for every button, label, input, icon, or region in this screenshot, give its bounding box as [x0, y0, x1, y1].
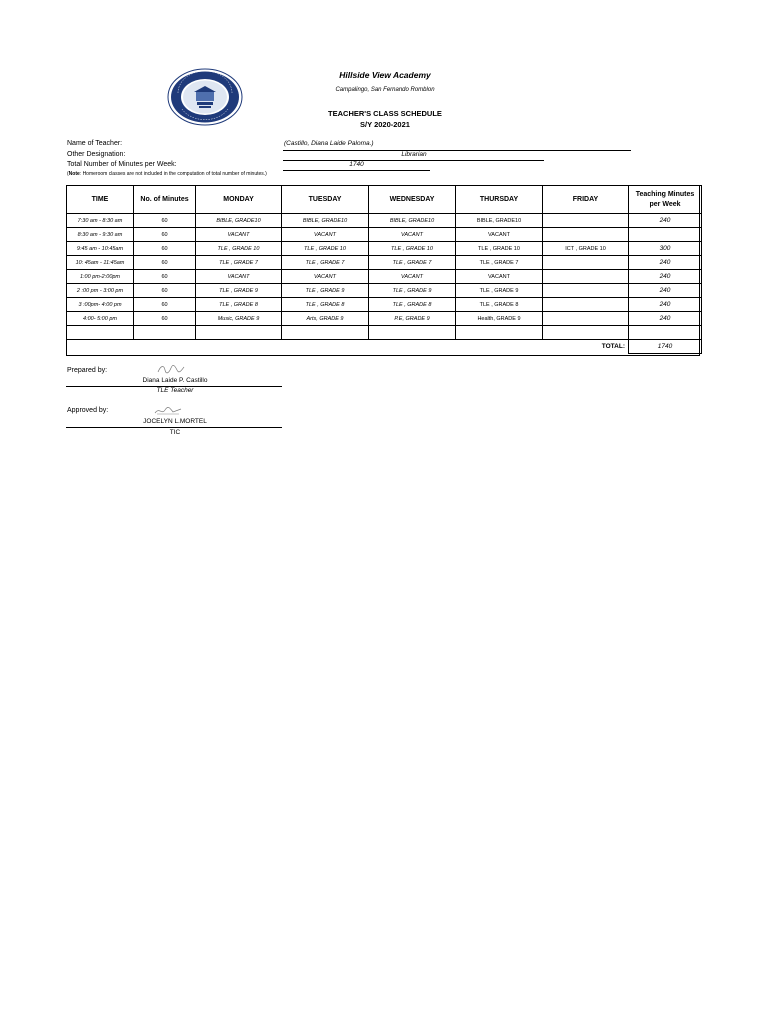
cell-minutes: 60: [134, 214, 196, 228]
cell-thursday: TLE , GRADE 10: [456, 242, 543, 256]
cell-thursday: TLE , GRADE 9: [456, 284, 543, 298]
cell-teaching-minutes: 240: [629, 312, 702, 326]
cell-tuesday: TLE , GRADE 9: [282, 284, 369, 298]
cell-wednesday: VACANT: [369, 228, 456, 242]
cell-teaching-minutes: [629, 228, 702, 242]
cell-time: 3 :00pm- 4:00 pm: [67, 298, 134, 312]
designation-label: Other Designation:: [67, 151, 126, 158]
cell-monday: TLE , GRADE 9: [196, 284, 282, 298]
cell-tuesday: TLE , GRADE 10: [282, 242, 369, 256]
table-header-row: [67, 186, 702, 214]
cell-wednesday: BIBLE, GRADE10: [369, 214, 456, 228]
cell-monday: Music, GRADE 9: [196, 312, 282, 326]
header-tuesday: TUESDAY: [282, 186, 369, 214]
table-row: [67, 298, 702, 312]
cell-teaching-minutes: 240: [629, 214, 702, 228]
preparer-title: TLE Teacher: [156, 387, 194, 394]
cell-minutes: 60: [134, 256, 196, 270]
table-row: [67, 214, 702, 228]
header-teaching-minutes: [629, 186, 702, 214]
cell-monday: [196, 326, 282, 340]
cell-time: 2 :00 pm - 3:00 pm: [67, 284, 134, 298]
cell-wednesday: TLE , GRADE 9: [369, 284, 456, 298]
cell-wednesday: P.E, GRADE 9: [369, 312, 456, 326]
cell-thursday: [456, 326, 543, 340]
note-open: (: [67, 171, 69, 177]
cell-tuesday: [282, 326, 369, 340]
designation-value: Librarian: [401, 151, 427, 158]
approved-by-line: [66, 427, 282, 428]
cell-friday: [543, 214, 629, 228]
approved-by-label: Approved by:: [67, 407, 109, 414]
cell-teaching-minutes: 300: [629, 242, 702, 256]
cell-minutes: 60: [134, 270, 196, 284]
cell-minutes: 60: [134, 242, 196, 256]
cell-time: 9:45 am - 10:45am: [67, 242, 134, 256]
table-row: [67, 326, 702, 340]
cell-monday: TLE , GRADE 8: [196, 298, 282, 312]
cell-time: 10: 45am - 11:45am: [67, 256, 134, 270]
cell-tuesday: TLE , GRADE 7: [282, 256, 369, 270]
cell-minutes: 60: [134, 312, 196, 326]
cell-friday: [543, 312, 629, 326]
cell-teaching-minutes: 240: [629, 284, 702, 298]
cell-monday: TLE , GRADE 10: [196, 242, 282, 256]
cell-time: 1:00 pm-2:00pm: [67, 270, 134, 284]
total-minutes-label: Total Number of Minutes per Week:: [67, 161, 177, 168]
table-row: [67, 312, 702, 326]
cell-thursday: TLE , GRADE 8: [456, 298, 543, 312]
schedule-body: [67, 214, 702, 340]
cell-thursday: Health, GRADE 9: [456, 312, 543, 326]
cell-time: 4:00- 5:00 pm: [67, 312, 134, 326]
approver-title: TIC: [169, 429, 181, 436]
prepared-by-label: Prepared by:: [67, 367, 108, 374]
cell-minutes: 60: [134, 228, 196, 242]
cell-minutes: 60: [134, 284, 196, 298]
cell-friday: [543, 298, 629, 312]
cell-tuesday: VACANT: [282, 228, 369, 242]
cell-time: 7:30 am - 8:30 am: [67, 214, 134, 228]
cell-monday: BIBLE, GRADE10: [196, 214, 282, 228]
total-value: 1740: [629, 340, 702, 354]
total-row: [67, 340, 702, 354]
cell-monday: VACANT: [196, 228, 282, 242]
cell-teaching-minutes: 240: [629, 256, 702, 270]
total-minutes-value: 1740: [349, 161, 364, 168]
cell-minutes: 60: [134, 298, 196, 312]
cell-minutes: [134, 326, 196, 340]
school-year: S/Y 2020-2021: [360, 120, 410, 129]
cell-wednesday: TLE , GRADE 7: [369, 256, 456, 270]
cell-friday: ICT , GRADE 10: [543, 242, 629, 256]
header-monday: MONDAY: [196, 186, 282, 214]
school-address: Campalingo, San Fernando Romblon: [335, 87, 435, 93]
cell-teaching-minutes: 240: [629, 298, 702, 312]
cell-tuesday: VACANT: [282, 270, 369, 284]
cell-wednesday: TLE , GRADE 8: [369, 298, 456, 312]
cell-teaching-minutes: 240: [629, 270, 702, 284]
cell-tuesday: TLE , GRADE 8: [282, 298, 369, 312]
cell-time: [67, 326, 134, 340]
cell-friday: [543, 270, 629, 284]
document-title: TEACHER'S CLASS SCHEDULE: [328, 109, 442, 118]
note-text: : Homeroom classes are not included in the computation of total number of minutes.): [79, 171, 267, 177]
school-logo: [166, 67, 244, 127]
teacher-name-label: Name of Teacher:: [67, 140, 123, 147]
table-row: [67, 228, 702, 242]
header-friday: FRIDAY: [543, 186, 629, 214]
school-name: Hillside View Academy: [339, 70, 431, 80]
cell-thursday: TLE , GRADE 7: [456, 256, 543, 270]
schedule-table: [66, 185, 702, 354]
cell-tuesday: Arts, GRADE 9: [282, 312, 369, 326]
table-row: [67, 256, 702, 270]
table-row: [67, 284, 702, 298]
cell-wednesday: VACANT: [369, 270, 456, 284]
preparer-signature: [156, 362, 186, 376]
cell-thursday: BIBLE, GRADE10: [456, 214, 543, 228]
cell-tuesday: BIBLE, GRADE10: [282, 214, 369, 228]
cell-friday: [543, 228, 629, 242]
cell-monday: TLE , GRADE 7: [196, 256, 282, 270]
cell-friday: [543, 256, 629, 270]
cell-wednesday: TLE , GRADE 10: [369, 242, 456, 256]
note-bold: Note: [68, 171, 80, 177]
cell-time: 8:30 am - 9:30 am: [67, 228, 134, 242]
cell-friday: [543, 326, 629, 340]
header-minutes: No. of Minutes: [134, 186, 196, 214]
header-teaching-line1: Teaching Minutes: [635, 190, 695, 198]
cell-friday: [543, 284, 629, 298]
approver-name: JOCELYN L.MORTEL: [143, 418, 207, 425]
homeroom-note: [67, 171, 267, 177]
cell-teaching-minutes: [629, 326, 702, 340]
header-wednesday: WEDNESDAY: [369, 186, 456, 214]
teacher-name-value: (Castillo, Diana Laide Paloma.): [284, 140, 374, 147]
total-minutes-underline: [283, 170, 430, 171]
table-row: [67, 270, 702, 284]
cell-thursday: VACANT: [456, 270, 543, 284]
cell-monday: VACANT: [196, 270, 282, 284]
header-teaching-line2: per Week: [649, 200, 681, 208]
total-label: TOTAL:: [601, 343, 625, 351]
approver-signature: [153, 404, 183, 416]
header-thursday: THURSDAY: [456, 186, 543, 214]
header-time: TIME: [67, 186, 134, 214]
table-row: [67, 242, 702, 256]
cell-wednesday: [369, 326, 456, 340]
preparer-name: Diana Laide P. Castillo: [142, 377, 208, 384]
cell-thursday: VACANT: [456, 228, 543, 242]
